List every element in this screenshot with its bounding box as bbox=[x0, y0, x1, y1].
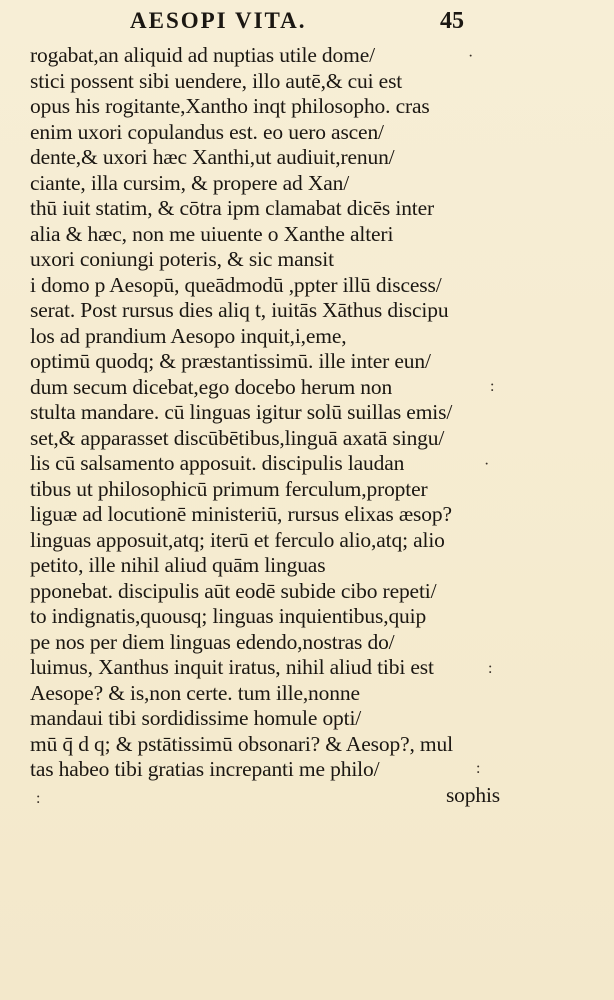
text-line: stici possent sibi uendere, illo autē,& cui est bbox=[30, 68, 403, 93]
text-line: to indignatis,quousq; linguas inquientibus,quip bbox=[30, 604, 427, 628]
text-line: mū q̄ d q; & pstātissimū obsonari? & Aesop?, mul bbox=[30, 731, 453, 756]
margin-mark: · bbox=[468, 48, 474, 65]
text-line: liguæ ad locutionē ministeriū, rursus elixas æsop? bbox=[30, 502, 452, 526]
text-line: luimus, Xanthus inquit iratus, nihil aliud tibi est bbox=[30, 655, 434, 679]
catchword: sophis bbox=[445, 782, 500, 807]
running-title: AESOPI VITA. bbox=[130, 8, 307, 33]
margin-mark: : bbox=[488, 660, 493, 677]
text-line: linguas apposuit,atq; iterū et ferculo alio,atq; alio bbox=[30, 527, 445, 552]
text-line: ciante, illa cursim, & propere ad Xan/ bbox=[30, 170, 350, 195]
text-line: thū iuit statim, & cōtra ipm clamabat dicēs inter bbox=[30, 196, 435, 220]
body-text bbox=[30, 43, 500, 808]
text-line: los ad prandium Aesopo inquit,i,eme, bbox=[30, 323, 347, 348]
text-line: alia & hæc, non me uiuente o Xanthe alteri bbox=[30, 221, 394, 246]
text-line: tas habeo tibi gratias increpanti me philo/ bbox=[30, 757, 380, 781]
margin-mark: : bbox=[490, 378, 495, 395]
text-line: i domo p Aesopū, queādmodū ,ppter illū discess/ bbox=[30, 272, 442, 297]
text-line: tibus ut philosophicū primum ferculum,propter bbox=[30, 476, 428, 501]
text-line: set,& apparasset discūbētibus,linguā axatā singu/ bbox=[30, 425, 445, 450]
text-line: lis cū salsamento apposuit. discipulis laudan bbox=[30, 451, 405, 475]
margin-mark: · bbox=[484, 456, 490, 473]
margin-mark: : bbox=[476, 760, 481, 777]
text-line: Aesope? & is,non certe. tum ille,nonne bbox=[30, 680, 360, 705]
margin-mark: : bbox=[36, 790, 41, 807]
text-line: opus his rogitante,Xantho inqt philosopho. cras bbox=[30, 94, 430, 118]
text-line: enim uxori copulandus est. eo uero ascen/ bbox=[30, 119, 384, 144]
text-line: dum secum dicebat,ego docebo herum non bbox=[30, 374, 393, 399]
text-line: serat. Post rursus dies aliq t, iuitās Xāthus discipu bbox=[30, 298, 449, 322]
page-header bbox=[0, 6, 614, 40]
text-line: pponebat. discipulis aūt eodē subide cibo repeti/ bbox=[30, 578, 437, 603]
text-line: mandaui tibi sordidissime homule opti/ bbox=[30, 706, 362, 730]
text-line: petito, ille nihil aliud quām linguas bbox=[30, 553, 326, 577]
text-line: rogabat,an aliquid ad nuptias utile dome/ bbox=[30, 43, 375, 67]
text-line: uxori coniungi poteris, & sic mansit bbox=[30, 247, 334, 271]
text-line: stulta mandare. cū linguas igitur solū suillas emis/ bbox=[30, 400, 453, 424]
text-line: pe nos per diem linguas edendo,nostras do/ bbox=[30, 629, 395, 654]
text-line: optimū quodq; & præstantissimū. ille inter eun/ bbox=[30, 349, 431, 373]
text-line: dente,& uxori hæc Xanthi,ut audiuit,renun/ bbox=[30, 145, 395, 169]
page-number: 45 bbox=[440, 8, 464, 34]
